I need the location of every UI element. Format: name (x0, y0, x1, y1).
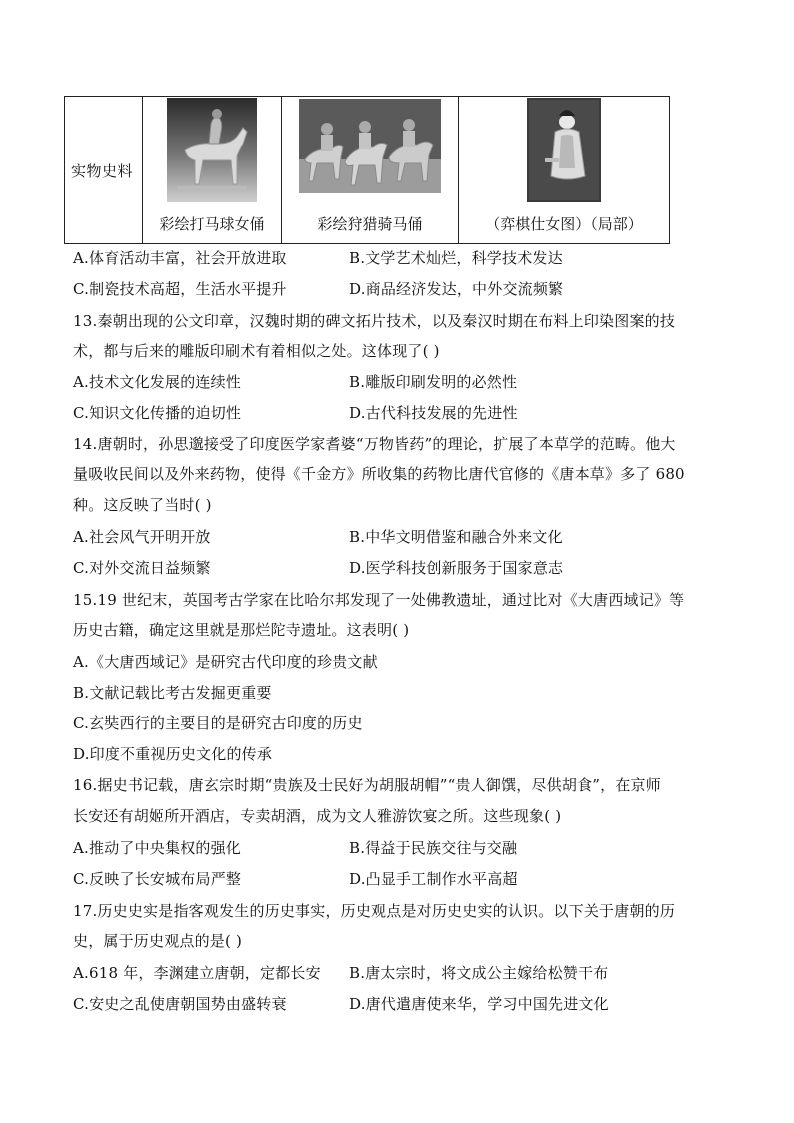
image-cell-2 (282, 97, 459, 244)
q13-option-d: D.古代科技发展的先进性 (349, 404, 518, 422)
caption-2: 彩绘狩猎骑马俑 (317, 215, 423, 233)
lady-painting-photo (527, 98, 601, 202)
q16-option-a: A.推动了中央集权的强化 (73, 839, 242, 857)
q16-stem-line2: 长安还有胡姬所开酒店，专卖胡酒，成为文人雅游饮宴之所。这些现象( ) (73, 807, 562, 825)
caption-1: 彩绘打马球女俑 (159, 215, 265, 233)
artifact-sources-table (64, 96, 670, 244)
q14-option-d: D.医学科技创新服务于国家意志 (349, 559, 564, 577)
q15-option-c: C.玄奘西行的主要目的是研究古印度的历史 (73, 714, 363, 732)
row-label-cell (65, 97, 143, 244)
q12-option-c: C.制瓷技术高超，生活水平提升 (73, 280, 287, 298)
q14-stem-line2: 量吸收民间以及外来药物，使得《千金方》所收集的药物比唐代官修的《唐本草》多了 680 (73, 465, 685, 483)
q12-option-b: B.文学艺术灿烂，科学技术发达 (349, 249, 563, 267)
q12-option-a: A.体育活动丰富，社会开放进取 (73, 249, 287, 267)
q14-stem-line3: 种。这反映了当时( ) (73, 496, 212, 514)
q14-option-a: A.社会风气开明开放 (73, 528, 211, 546)
q15-option-b: B.文献记载比考古发掘更重要 (73, 684, 272, 702)
q16-option-d: D.凸显手工制作水平高超 (349, 870, 518, 888)
q15-option-a: A.《大唐西域记》是研究古代印度的珍贵文献 (73, 653, 378, 671)
q14-option-c: C.对外交流日益频繁 (73, 559, 211, 577)
q17-option-a: A.618 年，李渊建立唐朝，定都长安 (73, 964, 321, 982)
q13-option-b: B.雕版印刷发明的必然性 (349, 373, 518, 391)
q12-option-d: D.商品经济发达，中外交流频繁 (349, 280, 564, 298)
q13-option-c: C.知识文化传播的迫切性 (73, 404, 242, 422)
q13-option-a: A.技术文化发展的连续性 (73, 373, 242, 391)
q17-stem-line1: 17.历史史实是指客观发生的历史事实，历史观点是对历史史实的认识。以下关于唐朝的历 (73, 902, 676, 920)
q17-option-d: D.唐代遣唐使来华，学习中国先进文化 (349, 995, 609, 1013)
row-label: 实物史料 (71, 161, 134, 180)
q13-stem-line1: 13.秦朝出现的公文印章，汉魏时期的碑文拓片技术，以及秦汉时期在布料上印染图案的技 (73, 312, 676, 330)
image-cell-3 (459, 97, 670, 244)
q17-option-b: B.唐太宗时，将文成公主嫁给松赞干布 (349, 964, 609, 982)
q17-stem-line2: 史，属于历史观点的是( ) (73, 932, 243, 950)
q13-stem-line2: 术，都与后来的雕版印刷术有着相似之处。这体现了( ) (73, 342, 440, 360)
q14-stem-line1: 14.唐朝时，孙思邈接受了印度医学家耆婆“万物皆药”的理论，扩展了本草学的范畴。他大 (73, 435, 676, 453)
image-cell-1 (143, 97, 282, 244)
horse-polo-figurine-photo (167, 98, 257, 202)
q17-option-c: C.安史之乱使唐朝国势由盛转衰 (73, 995, 287, 1013)
q16-option-b: B.得益于民族交往与交融 (349, 839, 518, 857)
hunting-riders-figurines-photo (299, 99, 441, 193)
caption-3: （弈棋仕女图）（局部） (485, 215, 643, 233)
q16-stem-line1: 16.据史书记载，唐玄宗时期“贵族及士民好为胡服胡帽”“贵人御馔，尽供胡食”，在京师 (73, 776, 661, 794)
q16-option-c: C.反映了长安城布局严整 (73, 870, 242, 888)
q14-option-b: B.中华文明借鉴和融合外来文化 (349, 528, 563, 546)
q15-stem-line1: 15.19 世纪末，英国考古学家在比哈尔邦发现了一处佛教遗址，通过比对《大唐西域记》等 (73, 591, 685, 609)
q15-option-d: D.印度不重视历史文化的传承 (73, 745, 273, 763)
q15-stem-line2: 历史古籍，确定这里就是那烂陀寺遗址。这表明( ) (73, 621, 410, 639)
